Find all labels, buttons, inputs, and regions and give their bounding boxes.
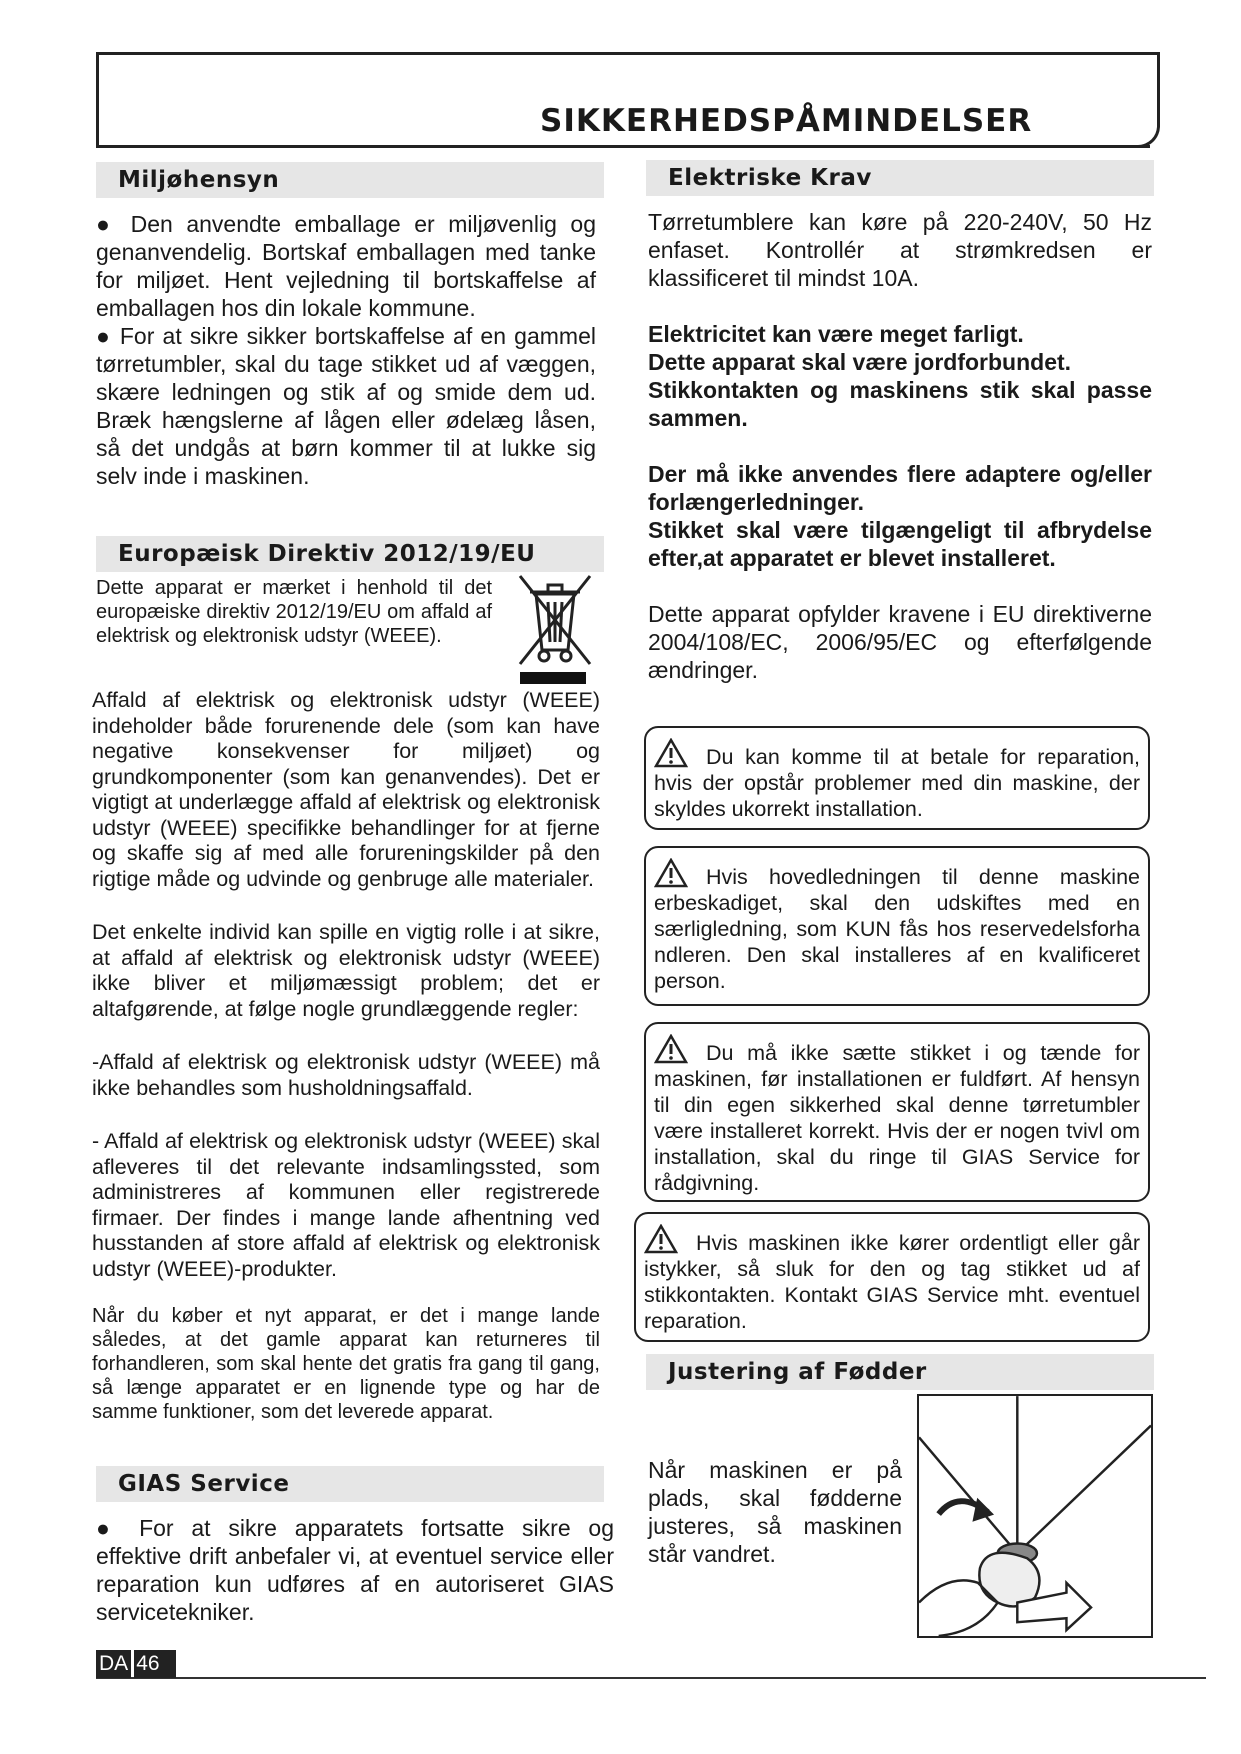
page-number: 46 [134, 1650, 175, 1678]
gias-p1: ● For at sikre apparatets fortsatte sikre og effektive drift anbefaler vi, at eventuel service eller reparation kun udføres af en autoriseret GIAS servicetekniker. [96, 1515, 614, 1625]
warning-box-3 [644, 1022, 1150, 1202]
miljo-p2: ● For at sikre sikker bortskaffelse af en gammel tørretumbler, skal du tage stikket ud af væggen, skære ledningen og stik af og smide dem ud. Bræk hængslerne af lågen eller ødelæg låsen, så det undgås at børn kommer til at lukke sig selv inde i maskinen. [96, 323, 596, 489]
warning-box-1 [644, 726, 1150, 830]
warning-text-4: Hvis maskinen ikke kører ordentligt eller går istykker, så sluk for den og tag stikket ud af stikkontakten. Kontakt GIAS Service mht. eventuel reparation. [644, 1231, 1140, 1333]
warning-text-3: Du må ikke sætte stikket i og tænde for maskinen, før installationen er fuldført. Af hensyn til din egen sikkerhed skal denne tørretumbler være installeret korrekt. Hvis der er nogen tvivl om installation, skal du ringe til GIAS Service for rådgivning. [654, 1041, 1140, 1195]
eu-p2: Det enkelte individ kan spille en vigtig rolle i at sikre, at affald af elektrisk og elektronisk udstyr (WEEE) ikke bliver et miljømæssigt problem; det er altafgørende, at følge nogle grundlæggende regler: [92, 920, 600, 1021]
foot-adjustment-illustration [917, 1394, 1153, 1638]
warning-triangle-icon [654, 1034, 688, 1064]
el-b4: Der må ikke anvendes flere adaptere og/eller forlængerledninger. [648, 461, 1152, 515]
warning-box-2 [644, 846, 1150, 1006]
heading-gias-service: GIAS Service [96, 1466, 604, 1502]
warning-triangle-icon [644, 1224, 678, 1254]
weee-bin-icon [514, 572, 594, 684]
el-p1: Tørretumblere kan køre på 220-240V, 50 Hz enfaset. Kontrollér at strømkredsen er klassificeret til mindst 10A. [648, 209, 1152, 291]
footer-line [96, 1677, 1206, 1679]
el-b5: Stikket skal være tilgængeligt til afbrydelse efter,at apparatet er blevet installeret. [648, 517, 1152, 571]
language-code: DA [96, 1650, 131, 1678]
heading-elektriske-krav: Elektriske Krav [646, 160, 1154, 196]
el-b2: Dette apparat skal være jordforbundet. [648, 349, 1072, 375]
heading-justering-fodder: Justering af Fødder [646, 1354, 1154, 1390]
eu-intro: Dette apparat er mærket i henhold til det europæiske direktiv 2012/19/EU om affald af elektrisk og elektronisk udstyr (WEEE). [96, 577, 492, 647]
eu-p3: -Affald af elektrisk og elektronisk udstyr (WEEE) må ikke behandles som husholdningsaffald. [92, 1050, 600, 1100]
feet-p1: Når maskinen er på plads, skal fødderne justeres, så maskinen står vandret. [648, 1457, 902, 1567]
miljo-p1: ● Den anvendte emballage er miljøvenlig og genanvendelig. Bortskaf emballagen med tanke for miljøet. Hent vejledning til bortskaffelse af emballagen hos din lokale kommune. [96, 211, 596, 321]
miljo-text [96, 210, 596, 490]
warning-triangle-icon [654, 858, 688, 888]
eu-body [92, 688, 600, 1424]
warning-text-2: Hvis hovedledningen til denne maskine erbeskadiget, skal den udskiftes med en særligledning, som KUN fås hos reservedelsforha ndleren. Den skal installeres af en kvalificeret person. [654, 865, 1140, 993]
el-p2: Dette apparat opfylder kravene i EU direktiverne 2004/108/EC, 2006/95/EC og efterfølgende ændringer. [648, 601, 1152, 683]
heading-miljohensyn: Miljøhensyn [96, 162, 604, 198]
heading-eu-directive: Europæisk Direktiv 2012/19/EU [96, 536, 604, 572]
page-title: SIKKERHEDSPÅMINDELSER [540, 103, 1033, 139]
page-number-tag [96, 1650, 176, 1678]
eu-p5: Når du køber et nyt apparat, er det i mange lande således, at det gamle apparat kan returneres til forhandleren, som skal hente det gratis fra gang til gang, så længe apparatet er en lignende type og har de samme funktioner, som det leverede apparat. [92, 1305, 600, 1423]
warning-box-4 [634, 1212, 1150, 1342]
el-text [648, 208, 1152, 684]
eu-p4: - Affald af elektrisk og elektronisk udstyr (WEEE) skal afleveres til det relevante indsamlingssted, som administreres af kommunen eller registrerede firmaer. Der findes i mange lande afhentning ved husstanden af store affald af elektrisk og elektronisk udstyr (WEEE)-produkter. [92, 1129, 600, 1281]
warning-text-1: Du kan komme til at betale for reparation, hvis der opstår problemer med din maskine, der skyldes ukorrekt installation. [654, 745, 1140, 821]
el-b3: Stikkontakten og maskinens stik skal passe sammen. [648, 377, 1152, 431]
warning-triangle-icon [654, 738, 688, 768]
el-b1: Elektricitet kan være meget farligt. [648, 321, 1024, 347]
eu-p1: Affald af elektrisk og elektronisk udstyr (WEEE) indeholder både forurenende dele (som kan have negative konsekvenser for miljøet) og grundkomponenter (som kan genanvendes). Det er vigtigt at underlægge affald af elektrisk og elektronisk udstyr (WEEE) specifikke behandlinger for at fjerne og skaffe sig af med alle forureningskilder på den rigtige måde og udvinde og genbruge alle materialer. [92, 688, 600, 891]
